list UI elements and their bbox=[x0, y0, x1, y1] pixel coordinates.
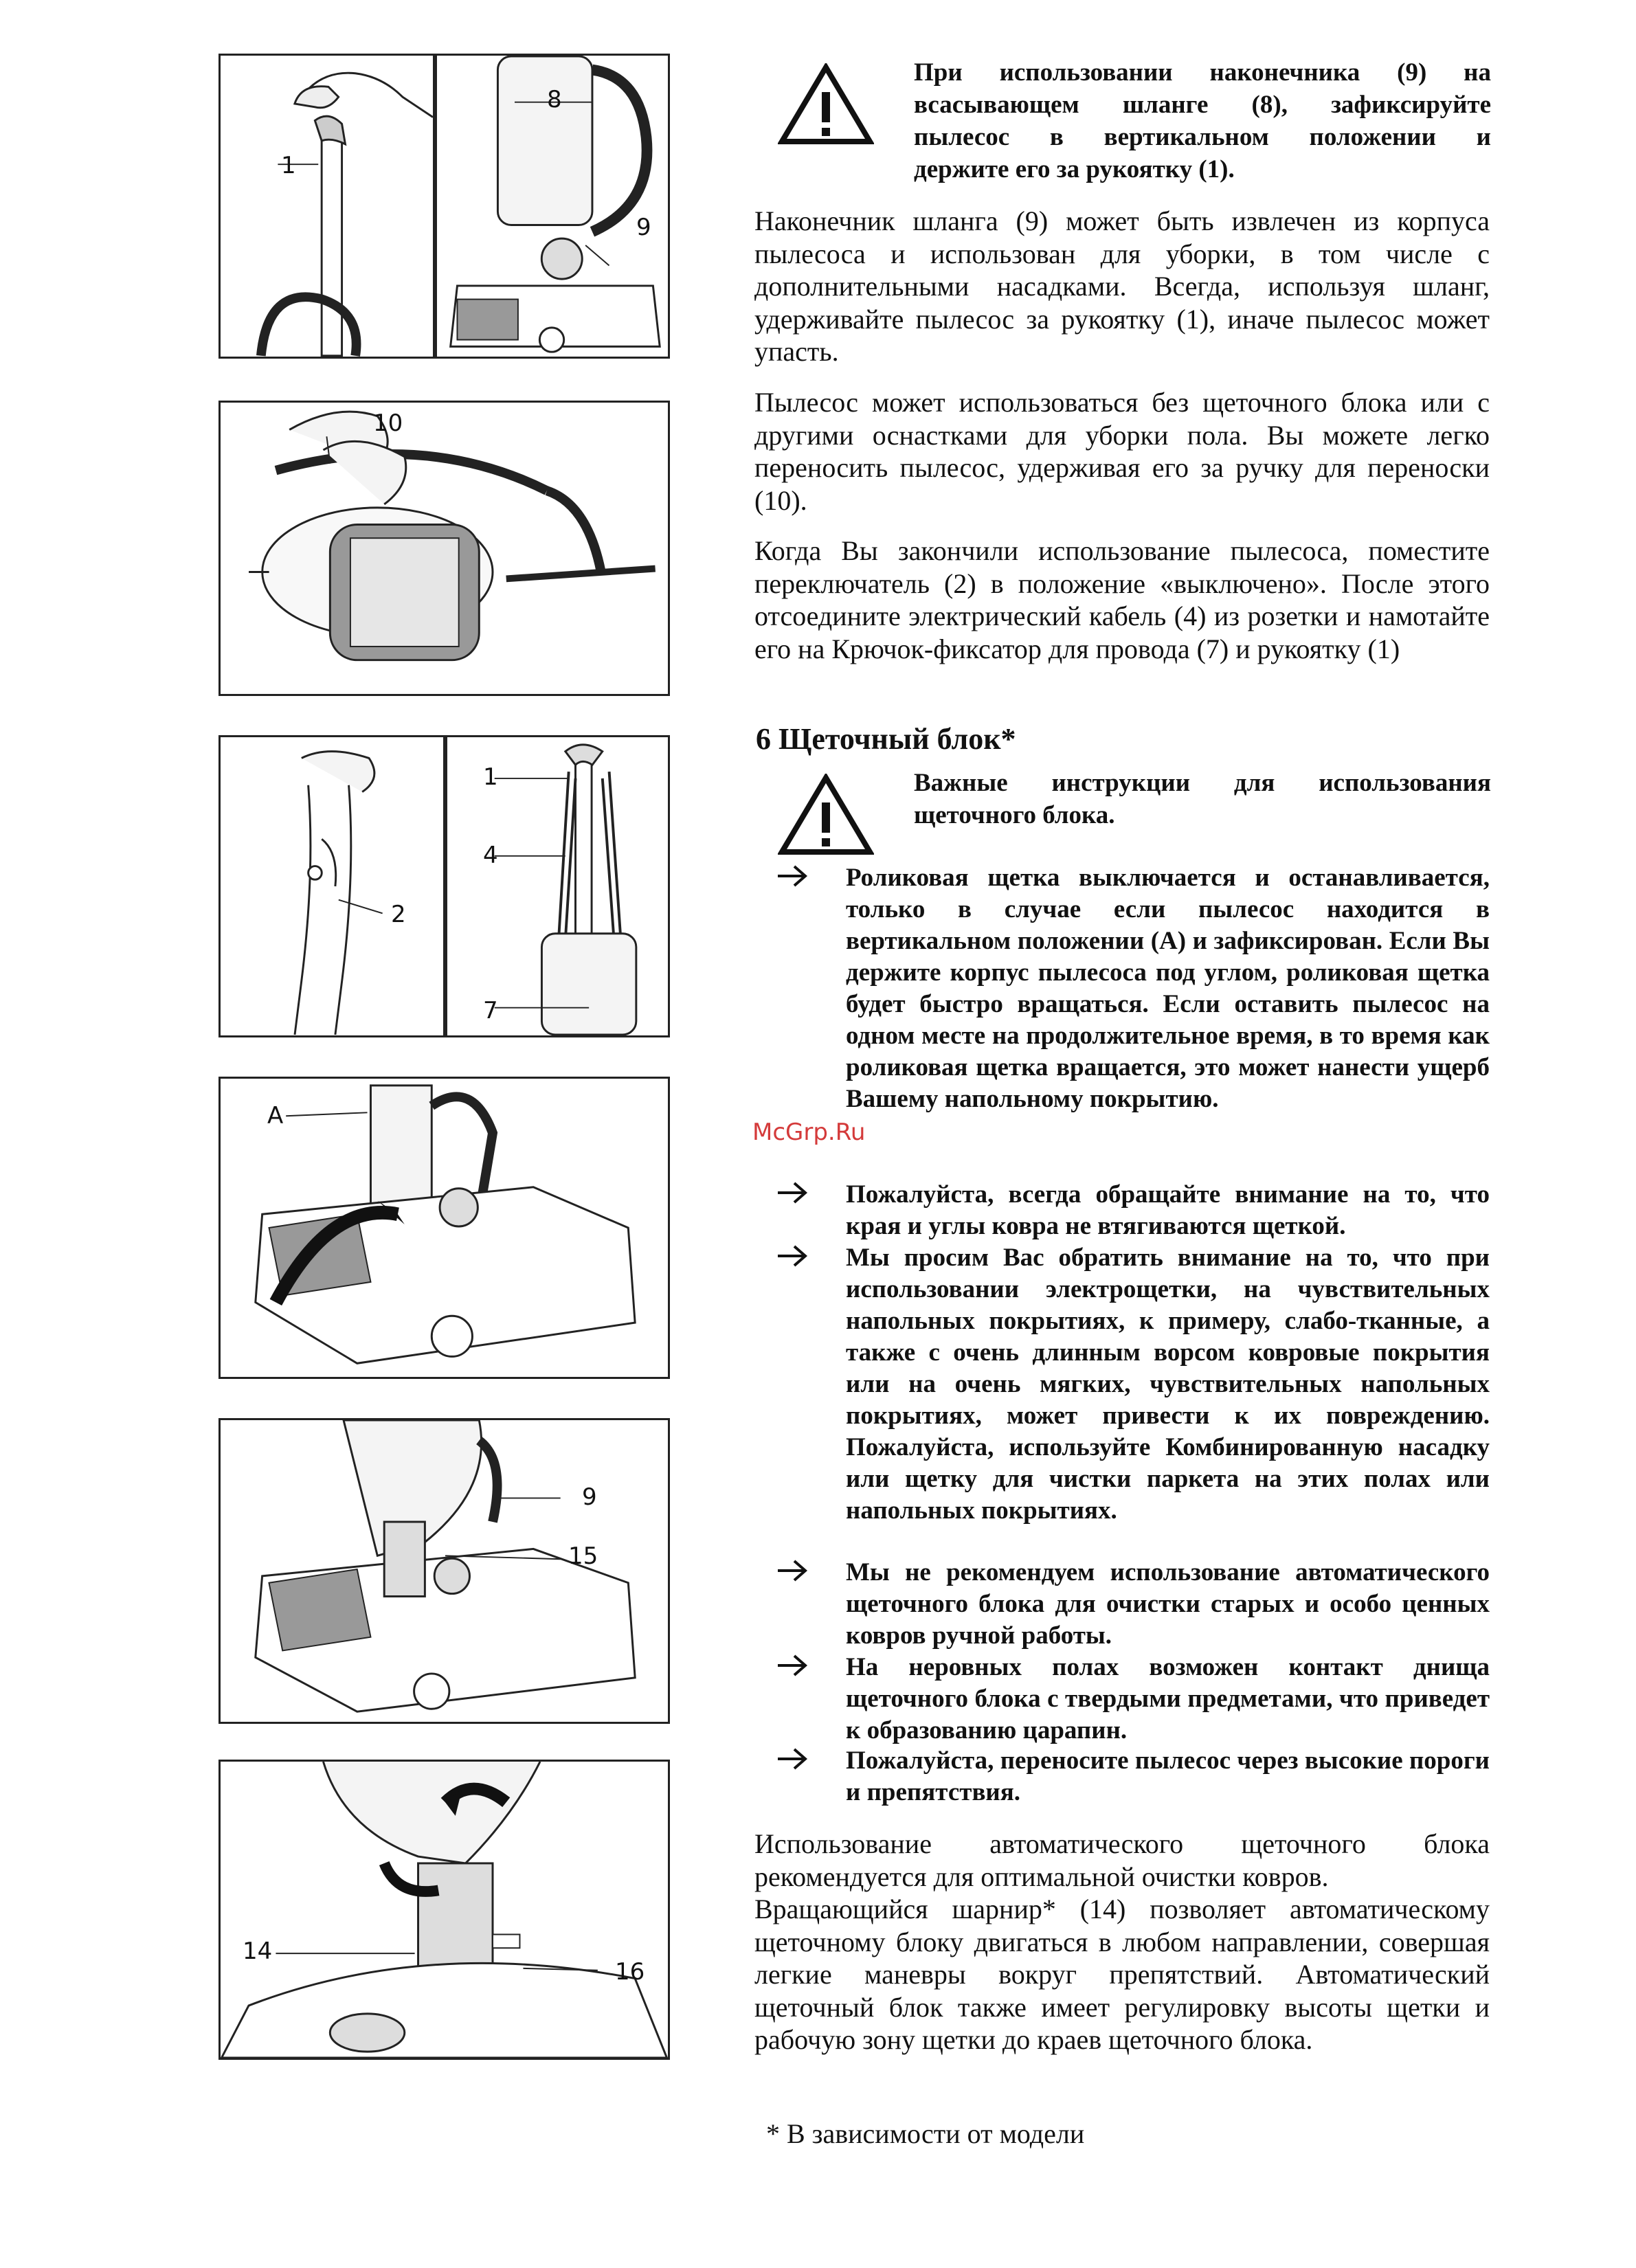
bullet-item bbox=[775, 1179, 1490, 1242]
figure-label: A bbox=[267, 1102, 284, 1130]
figure-label: 8 bbox=[547, 86, 562, 113]
figure-label: 9 bbox=[582, 1483, 597, 1511]
paragraph: Пылесос может использоваться без щеточного блока или с другими оснастками для уборки пола. Вы можете легко переносить пылесос, удерживая его за ручку для переноски (10). bbox=[754, 387, 1490, 516]
figure-label: 4 bbox=[483, 842, 498, 869]
figure-label: 15 bbox=[568, 1542, 598, 1570]
bullet-item bbox=[775, 1242, 1490, 1527]
arrow-right-icon bbox=[775, 1179, 809, 1206]
warning-triangle-icon bbox=[778, 63, 874, 146]
paragraph: Вращающийся шарнир* (14) позволяет автоматическому щеточному блоку двигаться в любом направлении, совершая легкие маневры вокруг препятствий. Автоматический щеточный блок также имеет регулировку высоты щетки и рабочую зону щетки до краев щеточного блока. bbox=[754, 1894, 1490, 2055]
paragraph: Когда Вы закончили использование пылесоса, поместите переключатель (2) в положение «выключено». После этого отсоедините электрический кабель (4) из розетки и намотайте его на Крючок-фиксатор для провода (7) и рукоятку (1) bbox=[754, 535, 1490, 664]
arrow-right-icon bbox=[775, 1652, 809, 1679]
warning-line: При использовании наконечника (9) на bbox=[914, 58, 1491, 87]
arrow-right-icon bbox=[775, 1745, 809, 1773]
paragraph: Наконечник шланга (9) может быть извлечен из корпуса пылесоса и использован для уборки, в том числе с дополнительными насадками. Всегда, используя шланг, удерживайте пылесос за рукоятку (1), иначе пылесос может упасть. bbox=[754, 205, 1490, 367]
figure-hose-nozzle bbox=[218, 1418, 670, 1724]
bullet-text: На неровных полах возможен контакт днища щеточного блока с твердыми предметами, что приведет к образованию царапин. bbox=[846, 1653, 1490, 1744]
figure-swivel-joint bbox=[218, 1760, 670, 2060]
bullet-text: Пожалуйста, переносите пылесос через высокие пороги и препятствия. bbox=[846, 1747, 1490, 1806]
figure-label: 10 bbox=[373, 409, 403, 437]
bullet-text: Мы не рекомендуем использование автоматического щеточного блока для очистки старых и особо ценных ковров ручной работы. bbox=[846, 1558, 1490, 1650]
handle-illustration bbox=[221, 56, 433, 357]
figure-hose bbox=[435, 54, 670, 359]
warning-line: щеточного блока. bbox=[914, 801, 1115, 829]
bullet-item bbox=[775, 1557, 1490, 1652]
warning-line: держите его за рукоятку (1). bbox=[914, 155, 1235, 183]
figure-label: 1 bbox=[483, 763, 498, 791]
brush-upright-illustration bbox=[221, 1079, 668, 1377]
warning-triangle-icon bbox=[778, 774, 874, 856]
carry-illustration bbox=[221, 403, 668, 694]
paragraph-finish bbox=[754, 535, 1490, 665]
figure-upright-position bbox=[218, 1077, 670, 1379]
switch-illustration bbox=[221, 737, 443, 1035]
figure-switch bbox=[218, 735, 445, 1037]
figure-label: 14 bbox=[243, 1938, 273, 1965]
figure-handle bbox=[218, 54, 435, 359]
warning-line: всасывающем шланге (8), зафиксируйте bbox=[914, 91, 1491, 119]
bullet-item bbox=[775, 862, 1490, 1115]
footnote: * В зависимости от модели bbox=[766, 2118, 1085, 2149]
brush-nozzle-illustration bbox=[221, 1420, 668, 1722]
watermark: McGrp.Ru bbox=[752, 1119, 866, 1146]
bullet-item bbox=[775, 1745, 1490, 1808]
bullet-item bbox=[775, 1652, 1490, 1747]
paragraph: Использование автоматического щеточного блока рекомендуется для оптимальной очистки ковров. bbox=[754, 1828, 1490, 1892]
arrow-right-icon bbox=[775, 862, 809, 890]
figure-label: 2 bbox=[391, 901, 406, 928]
figure-label: 7 bbox=[483, 997, 498, 1024]
swivel-illustration bbox=[221, 1762, 668, 2058]
warning-block bbox=[776, 56, 1491, 186]
figure-label: 1 bbox=[281, 152, 296, 179]
figure-label: 9 bbox=[636, 214, 651, 241]
arrow-right-icon bbox=[775, 1242, 809, 1270]
closing-text bbox=[754, 1828, 1490, 2056]
arrow-right-icon bbox=[775, 1557, 809, 1584]
bullet-text: Пожалуйста, всегда обращайте внимание на то, что края и углы ковра не втягиваются щеткой. bbox=[846, 1180, 1490, 1240]
warning-block bbox=[776, 767, 1491, 831]
figure-carry bbox=[218, 401, 670, 696]
warning-line: Важные инструкции для использования bbox=[914, 769, 1491, 797]
figure-label: 16 bbox=[615, 1958, 645, 1986]
figure-cable bbox=[445, 735, 670, 1037]
bullet-text: Мы просим Вас обратить внимание на то, что при использовании электрощетки, на чувствительных напольных покрытиях, к примеру, слабо-тканные, а также с очень длинным ворсом ковровые покрытия или на очень мягких, чувствительных напольных покрытиях, может привести к их повреждению. Пожалуйста, используйте Комбинированную насадку или щетку для чистки паркета на этих полах или напольных покрытиях. bbox=[846, 1244, 1490, 1525]
section-heading: 6 Щеточный блок* bbox=[756, 722, 1016, 756]
paragraph-carry bbox=[754, 386, 1490, 517]
bullet-text: Роликовая щетка выключается и останавливается, только в случае если пылесос находится в вертикальном положении (A) и зафиксирован. Если Вы держите корпус пылесоса под углом, роликовая щетка будет быстро вращаться. Если оставить пылесос на одном месте на продолжительное время, в то время как роликовая щетка вращается, это может нанести ущерб Вашему напольному покрытию. bbox=[846, 864, 1490, 1113]
paragraph-hose bbox=[754, 205, 1490, 368]
warning-line: пылесос в вертикальном положении и bbox=[914, 123, 1491, 151]
cable-illustration bbox=[447, 737, 668, 1035]
